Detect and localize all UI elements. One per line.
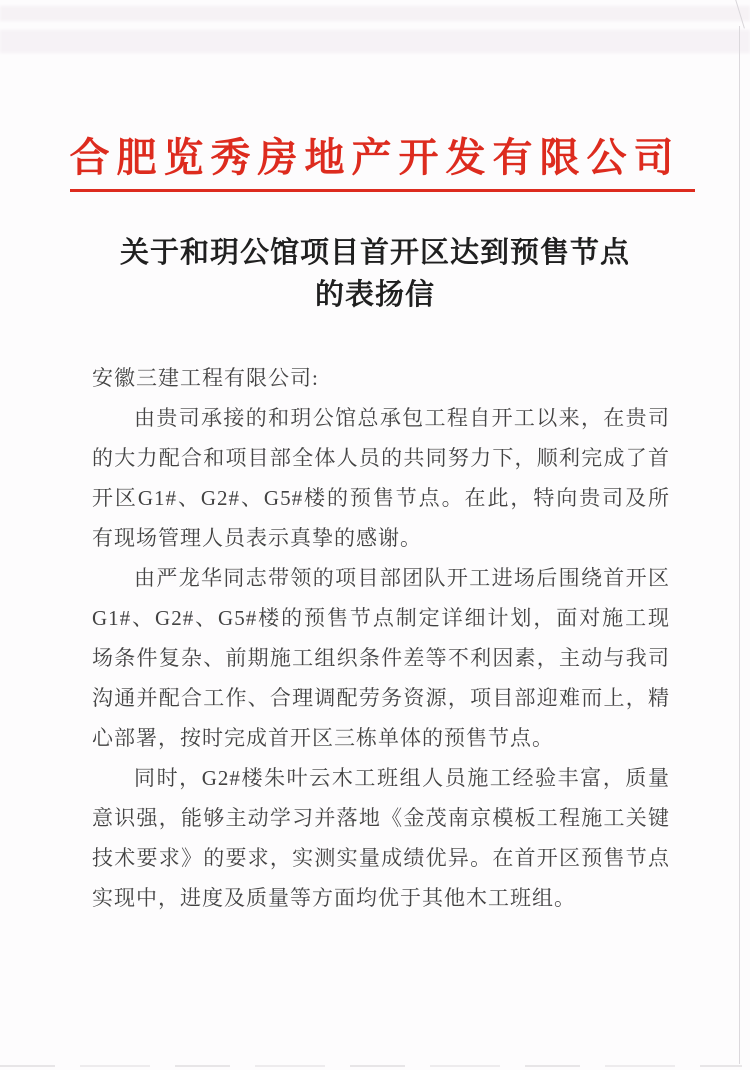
scan-artifact-top-band-1 bbox=[0, 6, 750, 21]
letterhead-divider-rule bbox=[70, 189, 695, 192]
letter-paragraph: 由严龙华同志带领的项目部团队开工进场后围绕首开区G1#、G2#、G5#楼的预售节点制定详细计划，面对施工现场条件复杂、前期施工组织条件差等不利因素，主动与我司沟通并配合工作、合理调配劳务资源，项目部迎难而上，精心部署，按时完成首开区三栋单体的预售节点。 bbox=[92, 566, 670, 750]
letter-paragraph: 由贵司承接的和玥公馆总承包工程自开工以来，在贵司的大力配合和项目部全体人员的共同努力下，顺利完成了首开区G1#、G2#、G5#楼的预售节点。在此，特向贵司及所有现场管理人员表示真挚的感谢。 bbox=[92, 406, 670, 550]
company-letterhead: 合肥览秀房地产开发有限公司 bbox=[69, 135, 681, 180]
letter-title-line-1: 关于和玥公馆项目首开区达到预售节点 bbox=[119, 237, 630, 269]
scan-artifact-page-edge-bottom bbox=[0, 1065, 742, 1067]
letter-title-line-2: 的表扬信 bbox=[314, 279, 435, 311]
letter-body bbox=[92, 358, 670, 918]
letter-paragraph: 同时，G2#楼朱叶云木工班组人员施工经验丰富，质量意识强，能够主动学习并落地《金茂南京模板工程施工关键技术要求》的要求，实测实量成绩优异。在首开区预售节点实现中，进度及质量等方面均优于其他木工班组。 bbox=[92, 766, 670, 910]
salutation: 安徽三建工程有限公司: bbox=[92, 366, 319, 390]
scan-artifact-page-edge-right bbox=[739, 26, 740, 1064]
scan-artifact-top-band-2 bbox=[0, 30, 750, 53]
letter-title bbox=[0, 232, 750, 316]
